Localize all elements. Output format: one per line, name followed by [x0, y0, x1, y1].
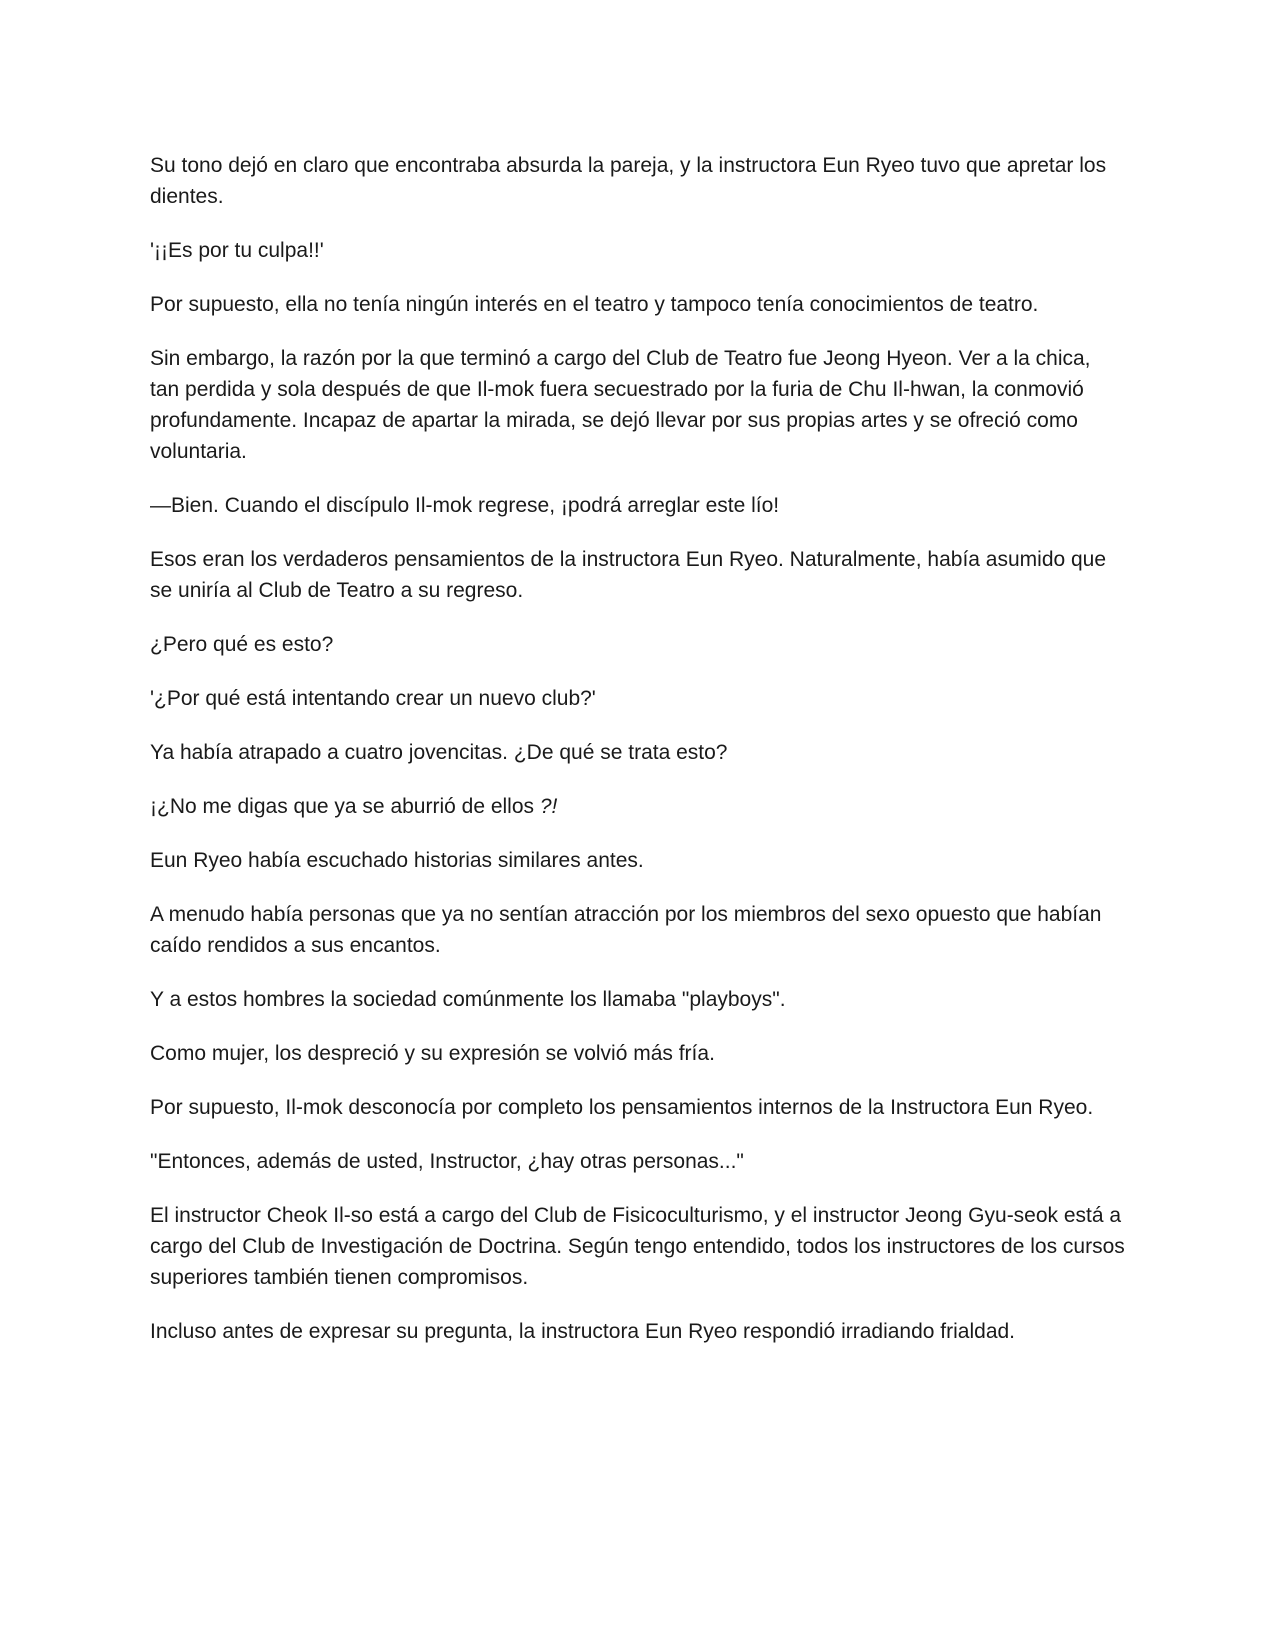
body-text	[150, 150, 1125, 1370]
paragraph-10-text: ¡¿No me digas que ya se aburrió de ellos	[150, 795, 540, 818]
paragraph-16: "Entonces, además de usted, Instructor, ¿hay otras personas..."	[150, 1150, 744, 1173]
paragraph-2: '¡¡Es por tu culpa!!'	[150, 239, 324, 262]
paragraph-6: Esos eran los verdaderos pensamientos de la instructora Eun Ryeo. Naturalmente, había asumido que se uniría al Club de Teatro a su regreso.	[150, 548, 1107, 602]
paragraph-9: Ya había atrapado a cuatro jovencitas. ¿De qué se trata esto?	[150, 741, 728, 764]
paragraph-8: '¿Por qué está intentando crear un nuevo club?'	[150, 687, 596, 710]
paragraph-15: Por supuesto, Il-mok desconocía por completo los pensamientos internos de la Instructora Eun Ryeo.	[150, 1096, 1094, 1119]
paragraph-11: Eun Ryeo había escuchado historias similares antes.	[150, 849, 644, 872]
paragraph-3: Por supuesto, ella no tenía ningún interés en el teatro y tampoco tenía conocimientos de teatro.	[150, 293, 1039, 316]
paragraph-10-italic: ?!	[539, 795, 558, 818]
paragraph-5: —Bien. Cuando el discípulo Il-mok regrese, ¡podrá arreglar este lío!	[150, 494, 780, 517]
paragraph-18: Incluso antes de expresar su pregunta, la instructora Eun Ryeo respondió irradiando frialdad.	[150, 1320, 1016, 1343]
paragraph-13: Y a estos hombres la sociedad comúnmente los llamaba "playboys".	[150, 988, 786, 1011]
paragraph-7: ¿Pero qué es esto?	[150, 633, 334, 656]
paragraph-17: El instructor Cheok Il-so está a cargo del Club de Fisicoculturismo, y el instructor Jeong Gyu-seok está a cargo del Club de Investigación de Doctrina. Según tengo entendido, todos los instructores de los cursos superiores también tienen compromisos.	[150, 1204, 1125, 1289]
paragraph-14: Como mujer, los despreció y su expresión se volvió más fría.	[150, 1042, 715, 1065]
paragraph-4: Sin embargo, la razón por la que terminó a cargo del Club de Teatro fue Jeong Hyeon. Ver a la chica, tan perdida y sola después de que Il-mok fuera secuestrado por la furia de Chu Il-hwan, la conmovió profundamente. Incapaz de apartar la mirada, se dejó llevar por sus propias artes y se ofreció como voluntaria.	[150, 347, 1091, 463]
paragraph-12: A menudo había personas que ya no sentían atracción por los miembros del sexo opuesto que habían caído rendidos a sus encantos.	[150, 903, 1102, 957]
paragraph-1: Su tono dejó en claro que encontraba absurda la pareja, y la instructora Eun Ryeo tuvo que apretar los dientes.	[150, 154, 1107, 208]
paragraph-10	[150, 791, 1125, 822]
